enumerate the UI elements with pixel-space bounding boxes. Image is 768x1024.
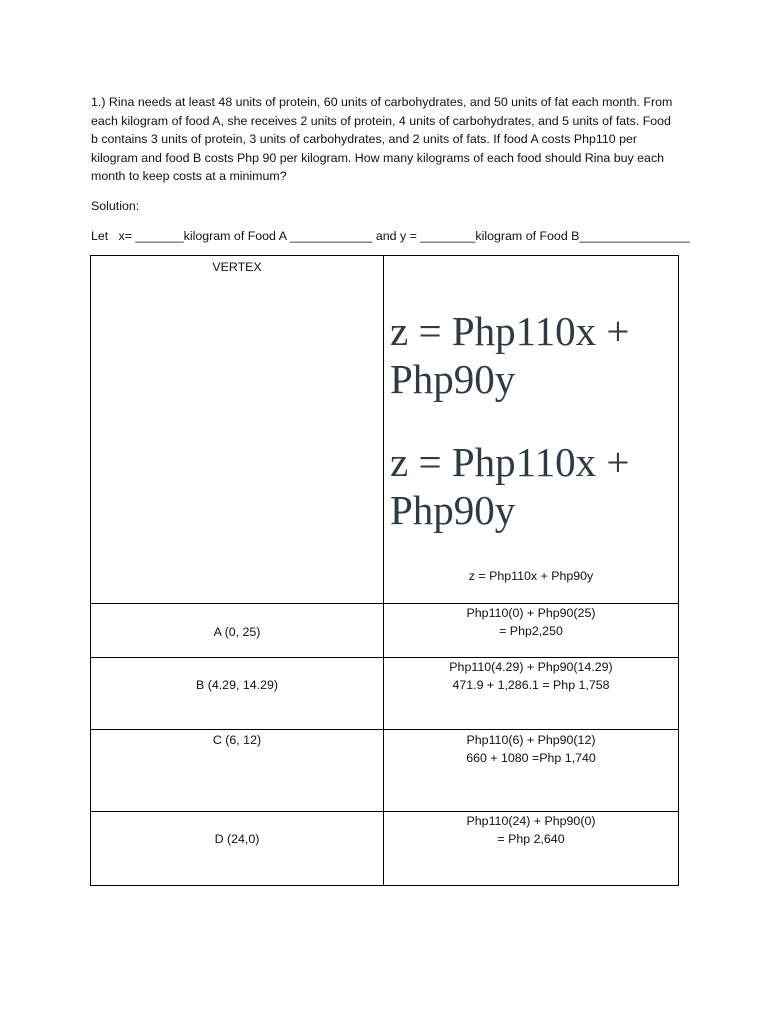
objective-formula-small: z = Php110x + Php90y bbox=[468, 569, 594, 583]
cost-substitution: Php110(24) + Php90(0) bbox=[466, 814, 596, 828]
cost-substitution: Php110(6) + Php90(12) bbox=[466, 733, 596, 747]
vertex-cell: D (24,0) bbox=[91, 812, 384, 886]
cost-cell bbox=[384, 730, 679, 812]
cost-cell bbox=[384, 604, 679, 658]
vertex-cell: A (0, 25) bbox=[91, 604, 384, 658]
vertex-header-cell bbox=[91, 256, 384, 604]
solution-label: Solution: bbox=[91, 199, 140, 213]
vertex-header: VERTEX bbox=[212, 260, 262, 274]
cost-result: = Php2,250 bbox=[499, 624, 563, 638]
vertex-cost-table bbox=[90, 255, 679, 886]
variable-definition-line: Let x= _______kilogram of Food A ____________ and y = ________kilogram of Food B________________ bbox=[91, 229, 690, 243]
cost-substitution: Php110(0) + Php90(25) bbox=[466, 606, 596, 620]
cost-result: = Php 2,640 bbox=[497, 832, 565, 846]
cost-substitution: Php110(4.29) + Php90(14.29) bbox=[449, 660, 613, 674]
cost-cell bbox=[384, 658, 679, 730]
objective-formula-large: z = Php110x + Php90y bbox=[390, 308, 630, 402]
cost-cell bbox=[384, 812, 679, 886]
table-row bbox=[91, 658, 679, 730]
objective-header-cell bbox=[384, 256, 679, 604]
vertex-cell: C (6, 12) bbox=[91, 730, 384, 812]
cost-result: 471.9 + 1,286.1 = Php 1,758 bbox=[452, 678, 610, 692]
problem-statement: 1.) Rina needs at least 48 units of protein, 60 units of carbohydrates, and 50 units of fat each month. From each kilogram of food A, she receives 2 units of protein, 4 units of carbohydrates, and 5 units of fats. Food b contains 3 units of protein, 3 units of carbohydrates, and 2 units of fats. If food A costs Php110 per kilogram and food B costs Php 90 per kilogram. How many kilograms of each food should Rina buy each month to keep costs at a minimum? bbox=[91, 95, 673, 183]
table-row bbox=[91, 604, 679, 658]
cost-result: 660 + 1080 =Php 1,740 bbox=[466, 751, 596, 765]
objective-formula-large: z = Php110x + Php90y bbox=[390, 439, 630, 533]
vertex-cell: B (4.29, 14.29) bbox=[91, 658, 384, 730]
table-header-row bbox=[91, 256, 679, 604]
table-row bbox=[91, 812, 679, 886]
table-row bbox=[91, 730, 679, 812]
